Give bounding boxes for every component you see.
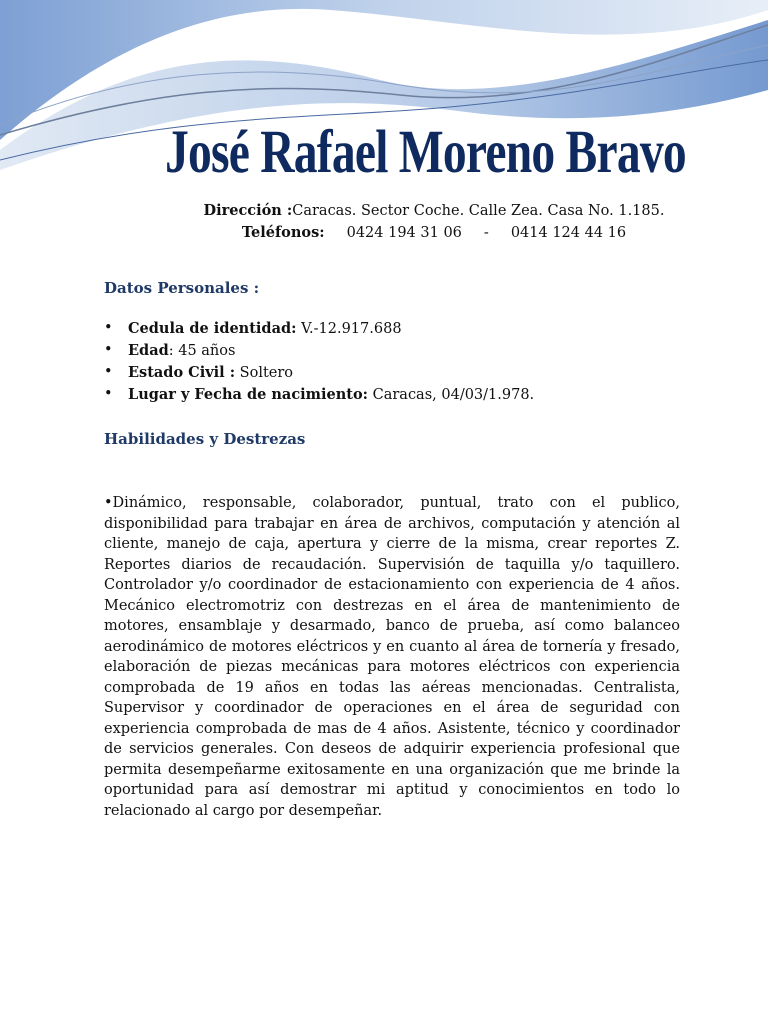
- item-value: : 45 años: [168, 343, 236, 359]
- address-value: Caracas. Sector Coche. Calle Zea. Casa No. 1.185.: [292, 203, 665, 219]
- address-row: [0, 200, 768, 222]
- skills-title: Habilidades y Destrezas: [104, 430, 306, 448]
- item-label: Edad: [128, 342, 169, 359]
- item-value: V.-12.917.688: [296, 321, 402, 337]
- address-label: Dirección :: [203, 202, 293, 219]
- list-item: [104, 362, 664, 384]
- bullet-icon: •: [104, 364, 113, 380]
- phone-row: [0, 222, 768, 244]
- list-item: [104, 340, 664, 362]
- item-label: Cedula de identidad:: [128, 320, 297, 337]
- bullet-icon: •: [104, 342, 113, 358]
- item-value: Soltero: [235, 365, 294, 381]
- phone-1: 0424 194 31 06: [346, 225, 462, 241]
- personal-data-title: Datos Personales :: [104, 279, 260, 297]
- skills-paragraph: •Dinámico, responsable, colaborador, puntual, trato con el publico, disponibilidad para trabajar en área de archivos, computación y atención al cliente, manejo de caja, apertura y cierre de la misma, crear reportes Z. Reportes diarios de recaudación. Supervisión de taquilla y/o taquillero. Controlador y/o coordinador de estacionamiento con experiencia de 4 años. Mecánico electromotriz con destrezas en el área de mantenimiento de motores, ensamblaje y desarmado, banco de prueba, así como balanceo aerodinámico de motores eléctricos y en cuanto al área de tornería y fresado, elaboración de piezas mecánicas para motores eléctricos con experiencia comprobada de 19 años en todas las aéreas mencionadas. Centralista, Supervisor y coordinador de operaciones en el área de seguridad con experiencia comprobada de mas de 4 años. Asistente, técnico y coordinador de servicios generales. Con deseos de adquirir experiencia profesional que permita desempeñarme exitosamente en una organización que me brinde la oportunidad para así demostrar mi aptitud y conocimientos en todo lo relacionado al cargo por desempeñar.: [104, 495, 680, 819]
- list-item: [104, 384, 664, 406]
- item-label: Estado Civil :: [128, 364, 236, 381]
- phone-2: 0414 124 44 16: [510, 225, 627, 241]
- bullet-icon: •: [104, 386, 113, 402]
- item-label: Lugar y Fecha de nacimiento:: [128, 386, 369, 403]
- contact-block: [0, 200, 768, 244]
- phone-separator: -: [483, 225, 489, 241]
- applicant-name: José Rafael Moreno Bravo: [165, 119, 686, 186]
- phone-label: Teléfonos:: [241, 224, 325, 241]
- bullet-icon: •: [104, 320, 113, 336]
- list-item: [104, 318, 664, 340]
- item-value: Caracas, 04/03/1.978.: [368, 387, 535, 403]
- personal-data-list: [104, 318, 664, 406]
